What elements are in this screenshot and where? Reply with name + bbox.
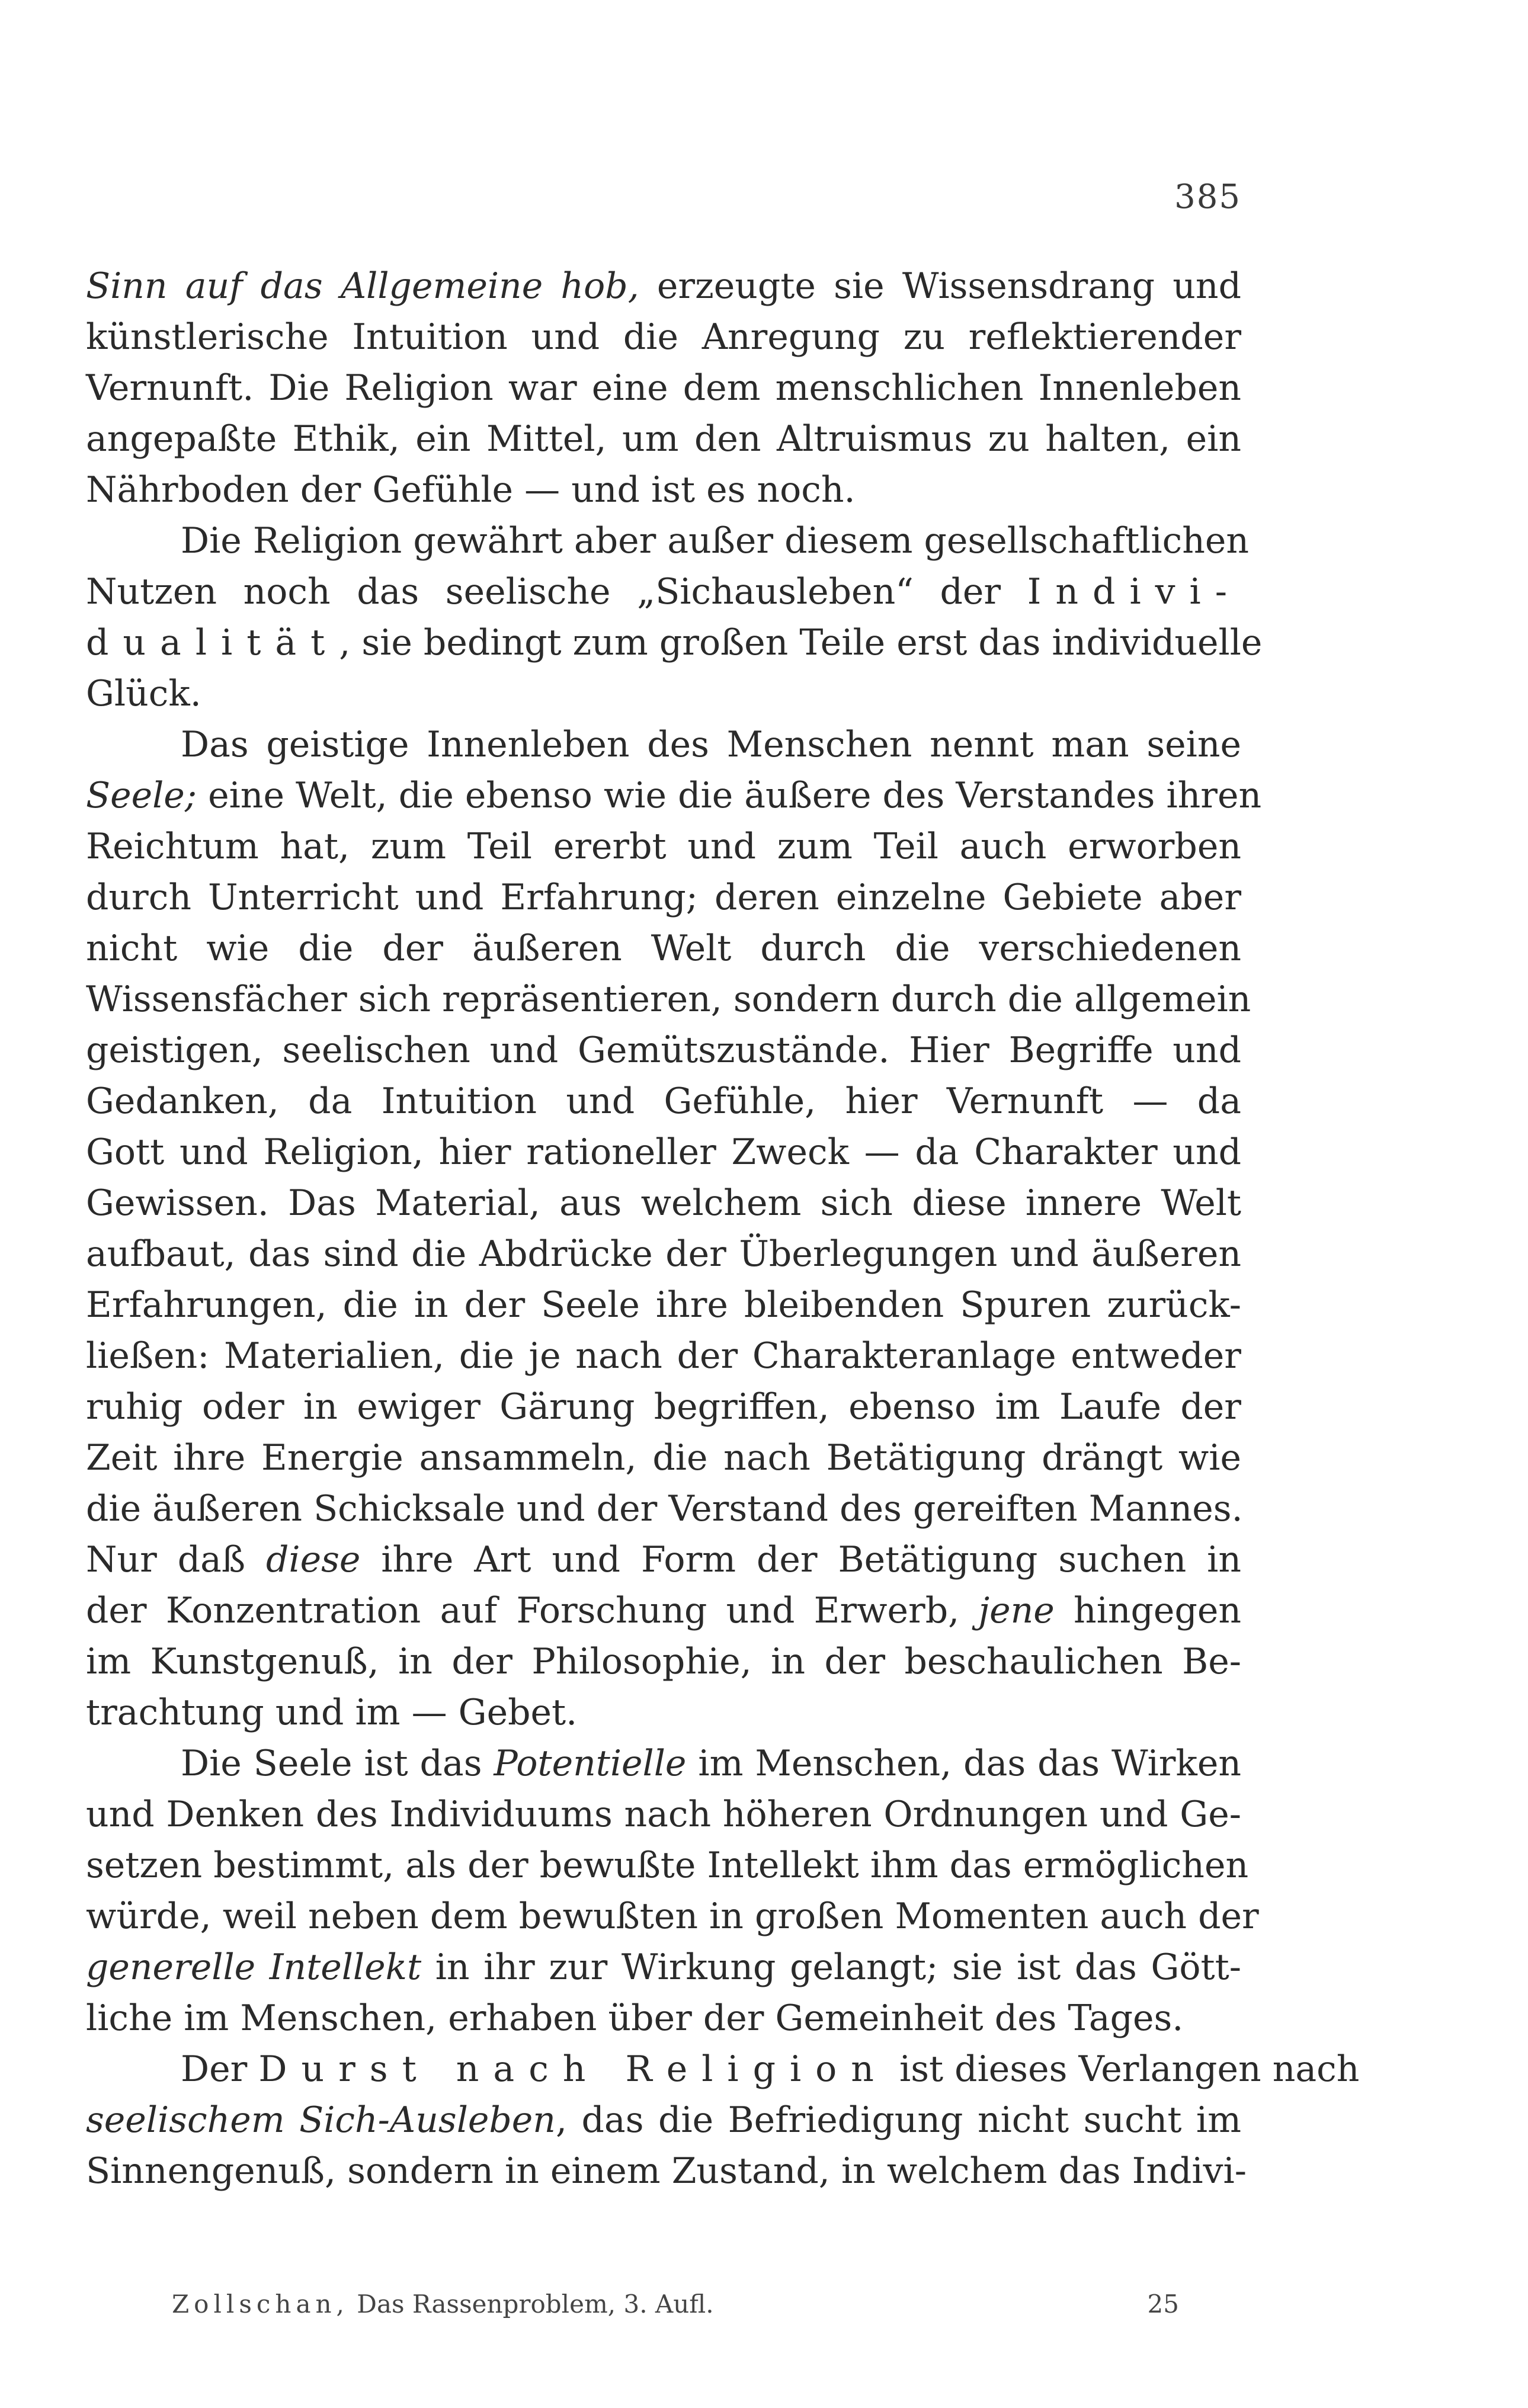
text-line <box>86 719 1241 770</box>
text-run: Wissensfächer sich repräsentieren, sondern durch die allgemein <box>86 979 1251 1020</box>
text-line <box>86 1534 1241 1585</box>
text-run: Nutzen noch das seelische „Sichausleben“ der <box>86 571 1027 613</box>
footer-author: Zollschan, <box>172 2290 349 2319</box>
text-line <box>86 515 1249 566</box>
footer-title: Das Rassenproblem, 3. Aufl. <box>357 2290 714 2319</box>
text-line <box>86 1229 1241 1280</box>
text-line <box>86 566 1241 617</box>
text-line <box>86 923 1241 974</box>
text-line <box>86 2095 1241 2146</box>
text-line <box>86 617 1263 668</box>
italic-text: generelle Intellekt <box>86 1947 422 1988</box>
text-run: aufbaut, das sind die Abdrücke der Überlegungen und äußeren <box>86 1233 1241 1275</box>
text-run: erzeugte sie Wissensdrang und <box>639 265 1241 307</box>
italic-text: seelischem Sich-Ausleben <box>86 2099 556 2141</box>
text-run: ruhig oder in ewiger Gärung begriffen, ebenso im Laufe der <box>86 1386 1241 1428</box>
text-run: Erfahrungen, die in der Seele ihre bleibenden Spuren zurück- <box>86 1284 1241 1326</box>
text-line <box>86 464 1241 515</box>
text-run: und Denken des Individuums nach höheren Ordnungen und Ge- <box>86 1794 1241 1835</box>
text-line <box>86 1636 1241 1687</box>
text-run: Nur daß <box>86 1539 266 1580</box>
text-run: eine Welt, die ebenso wie die äußere des Verstandes ihren <box>197 775 1262 816</box>
paragraph <box>86 515 1263 719</box>
italic-text: Potentielle <box>494 1743 687 1784</box>
text-run: ist dieses Verlangen nach <box>888 2048 1360 2090</box>
text-line <box>86 1025 1241 1076</box>
text-run: angepaßte Ethik, ein Mittel, um den Altruismus zu halten, ein <box>86 418 1241 460</box>
text-run: trachtung und im — Gebet. <box>86 1692 578 1733</box>
text-line <box>86 872 1241 923</box>
text-line <box>86 1687 1241 1738</box>
text-run: Reichtum hat, zum Teil ererbt und zum Teil auch erworben <box>86 826 1241 867</box>
body-text <box>86 261 1360 2197</box>
text-run: Sinnengenuß, sondern in einem Zustand, in welchem das Indivi- <box>86 2150 1247 2192</box>
text-line <box>86 312 1241 363</box>
text-run: Gewissen. Das Material, aus welchem sich diese innere Welt <box>86 1182 1241 1224</box>
text-run: nicht wie die der äußeren Welt durch die verschiedenen <box>86 928 1241 969</box>
italic-text: diese <box>265 1539 361 1580</box>
text-run: würde, weil neben dem bewußten in großen Momenten auch der <box>86 1896 1259 1937</box>
spaced-text: Indivi- <box>1027 571 1241 613</box>
text-line <box>86 1891 1259 1942</box>
text-line <box>86 1381 1241 1432</box>
text-line <box>86 770 1262 821</box>
text-line <box>86 2044 1360 2095</box>
paragraph <box>86 261 1241 515</box>
text-run: künstlerische Intuition und die Anregung zu reflektierender <box>86 316 1241 358</box>
text-line <box>86 1432 1241 1483</box>
text-run: Der <box>181 2048 259 2090</box>
text-run: setzen bestimmt, als der bewußte Intellekt ihm das ermöglichen <box>86 1845 1249 1886</box>
text-line <box>86 1942 1241 1993</box>
text-run: ihre Art und Form der Betätigung suchen in <box>360 1539 1241 1580</box>
text-line <box>86 1330 1241 1381</box>
text-run: Vernunft. Die Religion war eine dem menschlichen Innenleben <box>86 367 1241 409</box>
text-line <box>86 1483 1241 1534</box>
text-line <box>86 1789 1241 1840</box>
text-run: hingegen <box>1054 1590 1241 1631</box>
text-run: Die Religion gewährt aber außer diesem gesellschaftlichen <box>181 520 1249 562</box>
text-run: Glück. <box>86 673 201 714</box>
text-line <box>86 363 1241 413</box>
text-run: im Menschen, das das Wirken <box>686 1743 1241 1784</box>
paragraph <box>86 719 1262 1738</box>
text-run: Das geistige Innenleben des Menschen nennt man seine <box>181 724 1241 765</box>
text-line <box>86 1076 1241 1127</box>
spaced-text: dualität <box>86 622 339 663</box>
spaced-text: Durst nach Religion <box>258 2048 888 2090</box>
text-line <box>86 413 1241 464</box>
text-run: die äußeren Schicksale und der Verstand des gereiften Mannes. <box>86 1488 1243 1530</box>
text-run: ließen: Materialien, die je nach der Charakteranlage entweder <box>86 1335 1241 1377</box>
page-number: 385 <box>1174 178 1241 216</box>
text-line <box>86 1127 1241 1178</box>
text-run: in ihr zur Wirkung gelangt; sie ist das Gött- <box>421 1947 1241 1988</box>
text-run: Zeit ihre Energie ansammeln, die nach Betätigung drängt wie <box>86 1437 1241 1479</box>
italic-text: Sinn auf das Allgemeine hob, <box>86 265 639 307</box>
text-run: Nährboden der Gefühle — und ist es noch. <box>86 469 856 511</box>
italic-text: Seele; <box>86 775 197 816</box>
text-line <box>86 821 1241 872</box>
text-run: Gott und Religion, hier rationeller Zweck — da Charakter und <box>86 1131 1241 1173</box>
text-run: Die Seele ist das <box>181 1743 494 1784</box>
text-run: , das die Befriedigung nicht sucht im <box>555 2099 1242 2141</box>
text-run: geistigen, seelischen und Gemütszustände. Hier Begriffe und <box>86 1030 1241 1071</box>
text-line <box>86 668 1241 719</box>
text-line <box>86 1280 1241 1330</box>
page-footer <box>172 2290 1179 2319</box>
italic-text: jene <box>978 1590 1055 1631</box>
text-line <box>86 261 1241 312</box>
text-line <box>86 1738 1241 1789</box>
text-line <box>86 2146 1247 2197</box>
text-run: der Konzentration auf Forschung und Erwerb, <box>86 1590 979 1631</box>
text-run: liche im Menschen, erhaben über der Gemeinheit des Tages. <box>86 1997 1184 2039</box>
text-run: im Kunstgenuß, in der Philosophie, in der beschaulichen Be- <box>86 1641 1241 1682</box>
text-line <box>86 1993 1241 2044</box>
text-line <box>86 1178 1241 1229</box>
footer-citation <box>172 2290 714 2319</box>
paragraph <box>86 1738 1259 2044</box>
text-run: , sie bedingt zum großen Teile erst das individuelle <box>339 622 1263 663</box>
text-line <box>86 1840 1249 1891</box>
text-run: Gedanken, da Intuition und Gefühle, hier Vernunft — da <box>86 1080 1241 1122</box>
text-run: durch Unterricht und Erfahrung; deren einzelne Gebiete aber <box>86 877 1241 918</box>
footer-signature: 25 <box>1147 2290 1179 2319</box>
text-line <box>86 974 1251 1025</box>
text-line <box>86 1585 1241 1636</box>
paragraph <box>86 2044 1360 2197</box>
